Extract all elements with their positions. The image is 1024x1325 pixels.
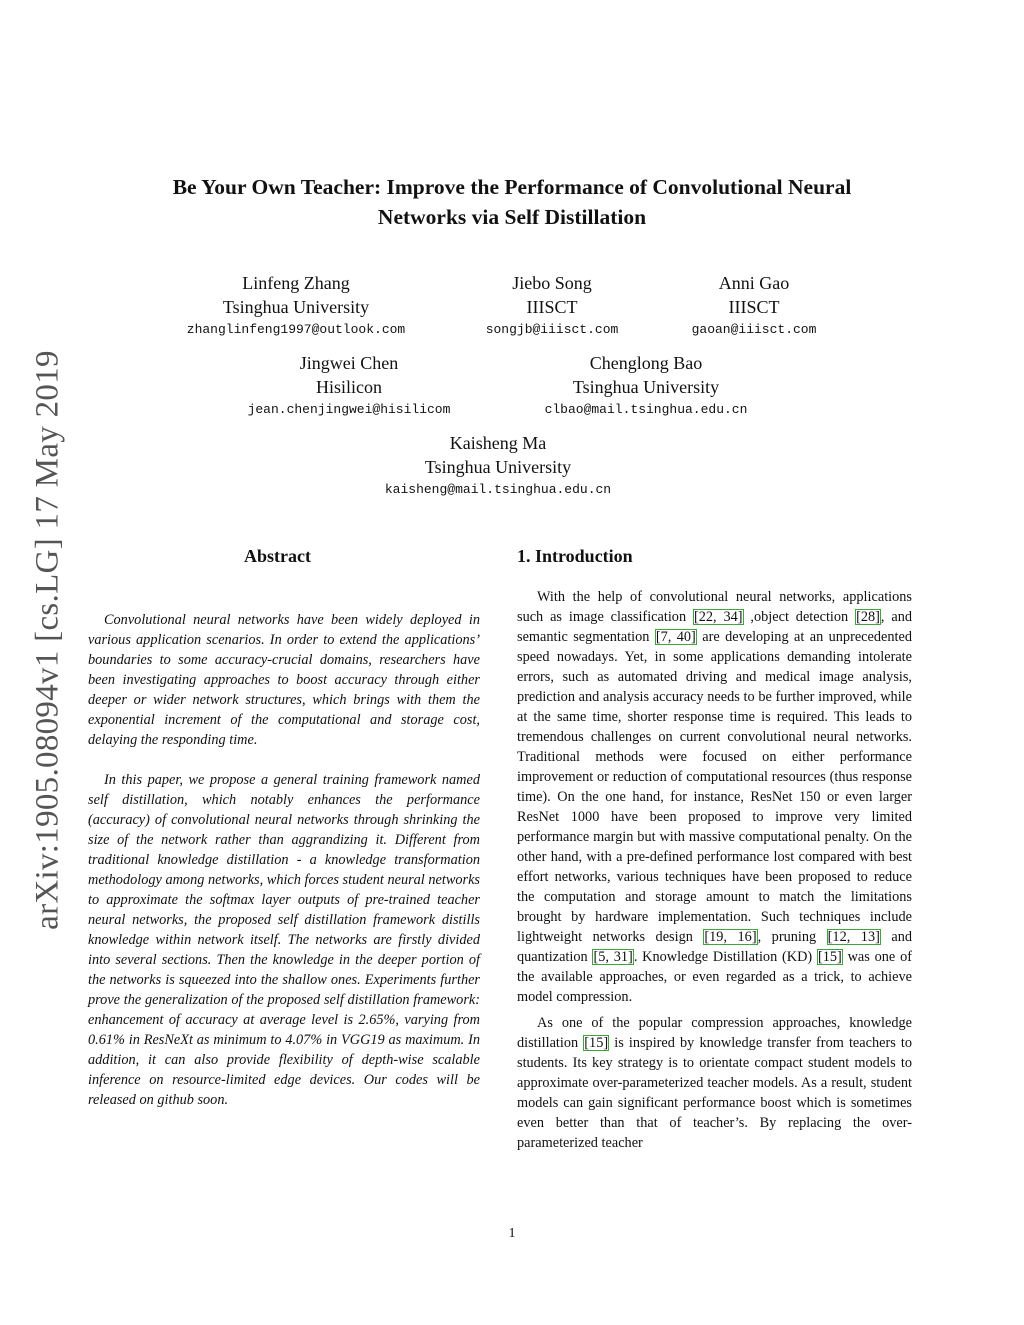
author-block xyxy=(187,271,405,337)
author-affiliation: IIISCT xyxy=(728,297,780,317)
citation-link[interactable]: [22, 34] xyxy=(693,609,743,625)
abstract-heading: Abstract xyxy=(244,546,311,566)
intro-paragraph-1: With the help of convolutional neural networks, applications such as image classification [22, 34] ,object detection [28], and semantic segmentation [7, 40] are developing at an unprecedented speed nowadays. Yet, in some applications demanding intolerate errors, such as automated driving and medical image analysis, prediction and analysis accuracy needs to be further improved, while at the same time, shorter response time is required. This leads to tremendous challenges on current convolutional neural networks. Traditional methods were focused on either performance improvement or reduction of computational resources (thus response time). On the one hand, for instance, ResNet 150 or even larger ResNet 1000 have been proposed to improve very limited performance margin but with massive computational penalty. On the other hand, with a pre-defined performance lost compared with best effort networks, various techniques have been proposed to reduce the computation and storage amount to match the limitations brought by hardware implementation. Such techniques include lightweight networks design [19, 16], pruning [12, 13] and quantization [5, 31]. Knowledge Distillation (KD) [15] was one of the available approaches, or even regarded as a trick, to achieve model compression. xyxy=(517,589,913,1005)
author-affiliation: Tsinghua University xyxy=(424,457,572,477)
citation-link[interactable]: [19, 16] xyxy=(704,929,757,945)
author-block xyxy=(486,271,619,337)
page-number: 1 xyxy=(508,1226,516,1241)
citation-link[interactable]: [15] xyxy=(584,1035,609,1051)
author-email[interactable]: gaoan@iiisct.com xyxy=(691,322,817,337)
author-block xyxy=(248,351,451,417)
citation-link[interactable]: [5, 31] xyxy=(593,949,633,965)
author-email[interactable]: kaisheng@mail.tsinghua.edu.cn xyxy=(384,482,612,497)
introduction-body xyxy=(517,587,912,1153)
author-affiliation: IIISCT xyxy=(526,297,578,317)
paper-title xyxy=(0,172,1024,232)
author-block xyxy=(692,271,817,337)
title-line-2: Networks via Self Distillation xyxy=(377,205,647,229)
author-affiliation: Tsinghua University xyxy=(222,297,370,317)
abstract-paragraph-1: Convolutional neural networks have been widely deployed in various application scenarios. In order to extend the applications’ boundaries to some accuracy-crucial domains, researchers have been investigating approaches to boost accuracy through either deeper or wider network structures, which brings with them the exponential increment of the computational and storage cost, delaying the responding time. xyxy=(88,612,480,748)
author-block xyxy=(385,431,611,497)
citation-link[interactable]: [28] xyxy=(856,609,880,625)
citation-link[interactable]: [12, 13] xyxy=(827,929,880,945)
author-block xyxy=(545,351,748,417)
author-email[interactable]: jean.chenjingwei@hisilicom xyxy=(247,402,451,417)
author-name: Chenglong Bao xyxy=(589,353,703,373)
author-name: Jiebo Song xyxy=(512,273,592,293)
title-line-1: Be Your Own Teacher: Improve the Performance of Convolutional Neural xyxy=(172,175,852,199)
abstract-body xyxy=(88,610,480,1110)
author-name: Anni Gao xyxy=(718,273,790,293)
citation-link[interactable]: [7, 40] xyxy=(655,629,696,645)
author-name: Linfeng Zhang xyxy=(242,273,350,293)
author-affiliation: Hisilicon xyxy=(316,377,382,397)
author-email[interactable]: clbao@mail.tsinghua.edu.cn xyxy=(544,402,748,417)
author-name: Kaisheng Ma xyxy=(449,433,547,453)
author-affiliation: Tsinghua University xyxy=(572,377,720,397)
citation-link[interactable]: [15] xyxy=(817,949,842,965)
author-name: Jingwei Chen xyxy=(299,353,399,373)
abstract-paragraph-2: In this paper, we propose a general training framework named self distillation, which notably enhances the performance (accuracy) of convolutional neural networks through shrinking the size of the network rather than aggrandizing it. Different from traditional knowledge distillation - a knowledge transformation methodology among networks, which forces student neural networks to approximate the softmax layer outputs of pre-trained teacher neural networks, the proposed self distillation framework distills knowledge within network itself. The networks are firstly divided into several sections. Then the knowledge in the deeper portion of the networks is squeezed into the shallow ones. Experiments further prove the generalization of the proposed self distillation framework: enhancement of accuracy at average level is 2.65%, varying from 0.61% in ResNeXt as minimum to 4.07% in VGG19 as maximum. In addition, it can also provide flexibility of depth-wise scalable inference on resource-limited edge devices. Our codes will be released on github soon. xyxy=(88,772,480,1108)
introduction-heading: 1. Introduction xyxy=(517,546,633,566)
intro-paragraph-2: As one of the popular compression approaches, knowledge distillation [15] is inspired by knowledge transfer from teachers to students. Its key strategy is to orientate compact student models to approximate over-parameterized teacher models. As a result, student models can gain significant performance boost which is sometimes even better than that of teacher’s. By replacing the over-parameterized teacher xyxy=(517,1015,913,1151)
author-email[interactable]: songjb@iiisct.com xyxy=(485,322,619,337)
arxiv-identifier-text: arXiv:1905.08094v1 [cs.LG] 17 May 2019 xyxy=(29,350,66,930)
author-email[interactable]: zhanglinfeng1997@outlook.com xyxy=(186,322,406,337)
